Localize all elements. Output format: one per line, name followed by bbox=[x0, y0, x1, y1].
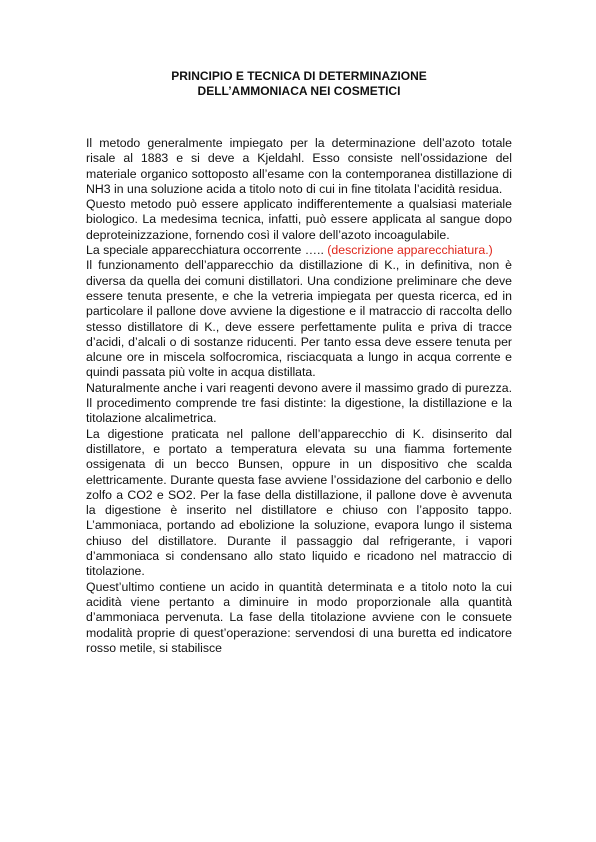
equipment-note: (descrizione apparecchiatura.) bbox=[327, 243, 493, 258]
equipment-text: La speciale apparecchiatura occorrente ….. bbox=[86, 243, 328, 258]
paragraph-titration: Quest’ultimo contiene un acido in quantità determinata e a titolo noto la cui acidità viene pertanto a diminuire in modo proporzionale alla quantità d’ammoniaca pervenuta. La fase della titolazione avviene con le consuete modalità proprie di quest’operazione: servendosi di una buretta ed indicatore rosso metile, si stabilisce bbox=[86, 579, 512, 655]
paragraph-reagent-purity: Naturalmente anche i vari reagenti devono avere il massimo grado di purezza. Il procedimento comprende tre fasi distinte: la digestione, la distillazione e la titolazione alcalimetrica. bbox=[86, 380, 512, 426]
paragraph-apparatus-cleaning: Il funzionamento dell’apparecchio da distillazione di K., in definitiva, non è diversa da quella dei comuni distillatori. Una condizione preliminare che deve essere tenuta presente, e che la vetreria impiegata per questa ricerca, ed in particolare il pallone dove avviene la digestione e il matraccio di raccolta dello stesso distillatore di K., deve essere perfettamente pulita e priva di tracce d’acidi, d’alcali o di sostanze riducenti. Per tanto essa deve essere tenuta per alcune ore in miscela solfocromica, risciacquata a lungo in acqua corrente e quindi passata più volte in acqua distillata. bbox=[86, 258, 512, 380]
title-line-2: DELL’AMMONIACA NEI COSMETICI bbox=[197, 84, 401, 98]
title-line-1: PRINCIPIO E TECNICA DI DETERMINAZIONE bbox=[171, 69, 427, 83]
document-page bbox=[86, 69, 512, 656]
paragraph-digestion-distillation: La digestione praticata nel pallone dell’apparecchio di K. disinserito dal distillatore, e portato a temperatura elevata su una fiamma fortemente ossigenata di un becco Bunsen, oppure in un dispositivo che scalda elettricamente. Durante questa fase avviene l’ossidazione del carbonio e dello zolfo a CO2 e SO2. Per la fase della distillazione, il pallone dove è avvenuta la digestione è inserito nel distillatore e chiuso con l’apposito tappo. L’ammoniaca, portando ad ebolizione la soluzione, evapora lungo il sistema chiuso del distillatore. Durante il passaggio dal refrigerante, i vapori d’ammoniaca si condensano allo stato liquido e ricadono nel matraccio di titolazione. bbox=[86, 426, 512, 579]
paragraph-kjeldahl-method: Il metodo generalmente impiegato per la determinazione dell’azoto totale risale al 1883 e si deve a Kjeldahl. Esso consiste nell’ossidazione del materiale organico sottoposto all’esame con la contemporanea distillazione di NH3 in una soluzione acida a titolo noto di cui in fine titolata l’acidità residua. bbox=[86, 136, 512, 196]
document-title bbox=[86, 69, 512, 99]
paragraph-equipment bbox=[86, 243, 512, 258]
paragraph-biological-application: Questo metodo può essere applicato indifferentemente a qualsiasi materiale biologico. La medesima tecnica, infatti, può essere applicata al sangue dopo deproteinizzazione, fornendo così il valore dell’azoto incoagulabile. bbox=[86, 197, 512, 242]
